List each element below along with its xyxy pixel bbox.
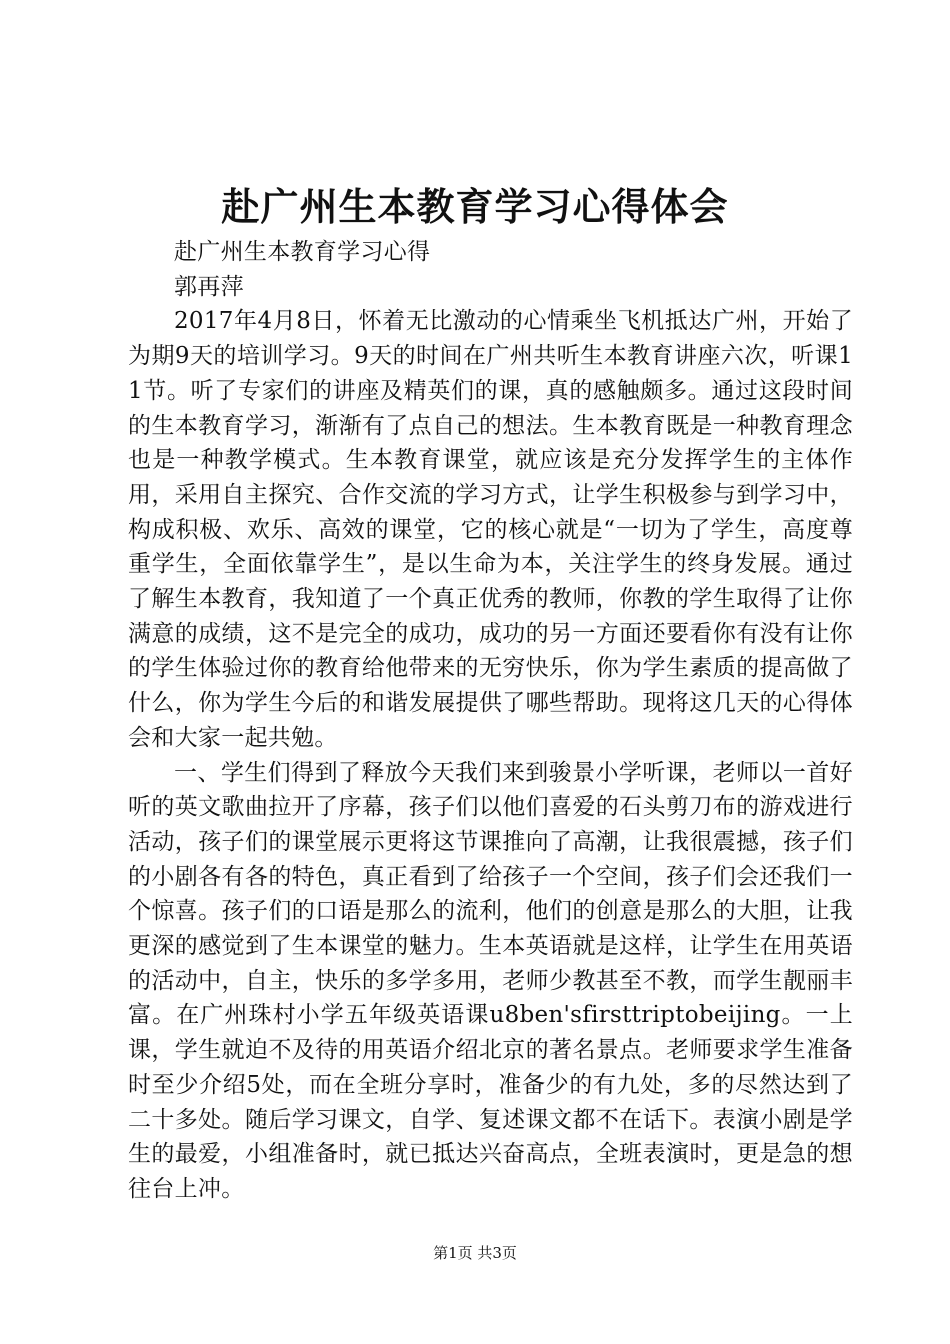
page-number-footer: 第1页 共3页 [433,1244,517,1262]
document-body [128,235,853,1207]
author-line: 郭再萍 [174,273,244,300]
paragraph-intro: 2017年4月8日，怀着无比激动的心情乘坐飞机抵达广州，开始了为期9天的培训学习。9天的时间在广州共听生本教育讲座六次，听课11节。听了专家们的讲座及精英们的课，真的感触颇多。通过这段时间的生本教育学习，渐渐有了点自己的想法。生本教育既是一种教育理念也是一种教学模式。生本教育课堂，就应该是充分发挥学生的主体作用，采用自主探究、合作交流的学习方式，让学生积极参与到学习中，构成积极、欢乐、高效的课堂，它的核心就是“一切为了学生，高度尊重学生，全面依靠学生”，是以生命为本，关注学生的终身发展。通过了解生本教育，我知道了一个真正优秀的教师，你教的学生取得了让你满意的成绩，这不是完全的成功，成功的另一方面还要看你有没有让你的学生体验过你的教育给他带来的无穷快乐，你为学生素质的提高做了什么，你为学生今后的和谐发展提供了哪些帮助。现将这几天的心得体会和大家一起共勉。 [128,308,853,751]
document-title: 赴广州生本教育学习心得体会 [221,184,729,229]
subtitle-line: 赴广州生本教育学习心得 [174,239,431,265]
paragraph-section-one: 一、学生们得到了释放今天我们来到骏景小学听课，老师以一首好听的英文歌曲拉开了序幕，孩子们以他们喜爱的石头剪刀布的游戏进行活动，孩子们的课堂展示更将这节课推向了高潮，让我很震撼，孩子们的小剧各有各的特色，真正看到了给孩子一个空间，孩子们会还我们一个惊喜。孩子们的口语是那么的流利，他们的创意是那么的大胆，让我更深的感觉到了生本课堂的魅力。生本英语就是这样，让学生在用英语的活动中，自主，快乐的多学多用，老师少教甚至不教，而学生靓丽丰富。在广州珠村小学五年级英语课u8ben'sfirsttriptobeijing。一上课，学生就迫不及待的用英语介绍北京的著名景点。老师要求学生准备时至少介绍5处，而在全班分享时，准备少的有九处，多的尽然达到了二十多处。随后学习课文，自学、复述课文都不在话下。表演小剧是学生的最爱，小组准备时，就已抵达兴奋高点，全班表演时，更是急的想往台上冲。 [128,759,853,1202]
